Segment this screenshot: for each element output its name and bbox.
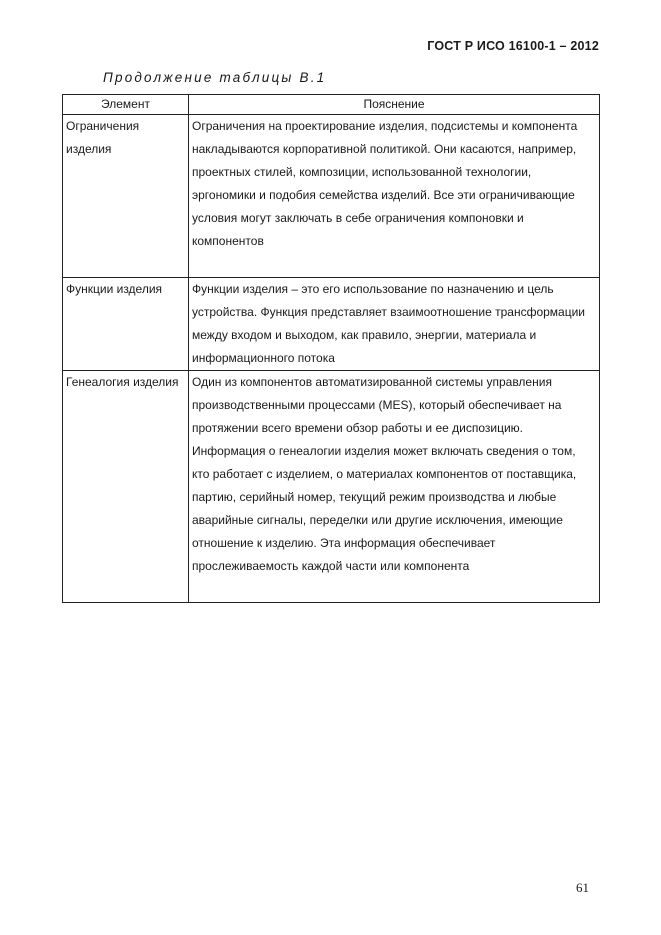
table-row (63, 115, 600, 278)
column-header-explanation: Пояснение (189, 95, 600, 115)
standard-code: ГОСТ Р ИСО 16100-1 – 2012 (427, 39, 599, 53)
term-cell: Генеалогия изделия (63, 371, 189, 603)
table-header-row (63, 95, 600, 115)
definition-cell: Один из компонентов автоматизированной системы управления производственными процессами (MES), который обеспечивает на протяжении всего времени обзор работы и ее диспозицию. Информация о генеалогии изделия может включать сведения о том, кто работает с изделием, о материалах компонентов от поставщика, партию, серийный номер, текущий режим производства и любые аварийные сигналы, переделки или другие исключения, имеющие отношение к изделию. Эта информация обеспечивает прослеживаемость каждой части или компонента (189, 371, 600, 603)
term-cell: Функции изделия (63, 278, 189, 371)
definitions-table (62, 94, 600, 603)
page-number: 61 (576, 880, 589, 895)
table-row (63, 371, 600, 603)
definition-cell: Ограничения на проектирование изделия, подсистемы и компонента накладываются корпоративной политикой. Они касаются, например, проектных стилей, композиции, использованной технологии, эргономики и подобия семейства изделий. Все эти ограничивающие условия могут заключать в себе ограничения компоновки и компонентов (189, 115, 600, 278)
definition-cell: Функции изделия – это его использование по назначению и цель устройства. Функция представляет взаимоотношение трансформации между входом и выходом, как правило, энергии, материала и информационного потока (189, 278, 600, 371)
term-cell: Ограничения изделия (63, 115, 189, 278)
column-header-element: Элемент (63, 95, 189, 115)
table-row (63, 278, 600, 371)
table-caption: Продолжение таблицы В.1 (103, 70, 327, 85)
